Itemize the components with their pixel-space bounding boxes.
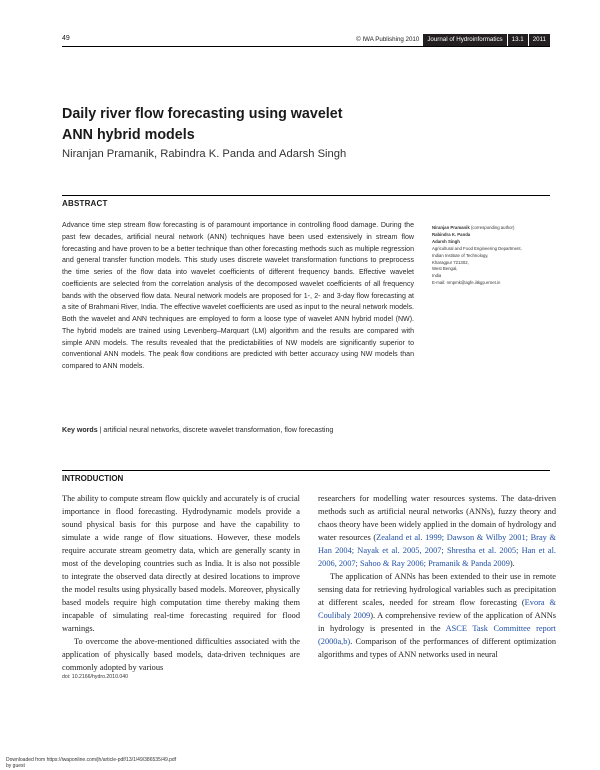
citation-link[interactable]: ASCE Task Committee report (2000a,b) [318,624,556,646]
affil-author-1: Niranjan Pramanik (corresponding author) [432,225,515,230]
affil-dept: Agricultural and Food Engineering Department, [432,245,522,251]
intro-paragraph-4: The application of ANNs has been extended to their use in remote sensing data for retrieving hydrological variables such as precipitation at different scales, needed for stream flow forecasting (Evora & Coulibaly 2009). A comprehensive review of the application of ANNs in hydrology is presented in the ASCE Task Committee report (2000a,b). Comparison of the performances of different optimization algorithms and types of ANN networks used in neural [318,572,557,659]
keywords-list: artificial neural networks, discrete wavelet transformation, flow forecasting [103,427,334,434]
keywords [62,427,414,434]
intro-paragraph-3: researchers for modelling water resources systems. The data-driven methods such as artificial neural networks (ANNs), fuzzy theory and chaos theory have been widely applied in the domain of hydrology and water resources (Zealand et al. 1999; Dawson & Wilby 2001; Bray & Han 2004; Nayak et al. 2005, 2007; Shrestha et al. 2005; Han et al. 2006, 2007; Sahoo & Ray 2006; Pramanik & Panda 2009). [318,494,556,568]
keywords-separator: | [99,427,104,434]
journal-info [356,34,550,46]
volume-issue: 13.1 [508,34,528,46]
year: 2011 [529,34,550,46]
intro-paragraph-2: To overcome the above-mentioned difficulties associated with the application of physically based models, data-driven techniques are commonly adopted by various [62,637,300,672]
affil-city: Kharagpur 721302, [432,259,469,265]
intro-left-column [62,492,300,674]
intro-heading: INTRODUCTION [62,474,124,483]
download-footer [6,757,176,769]
footer-guest: by guest [6,763,25,769]
author-affiliation [432,225,557,287]
affil-author-3: Adarsh Singh [432,238,460,244]
abstract-text: Advance time step stream flow forecasting is of paramount importance in controlling flood damage. During the past few decades, artificial neural network (ANN) techniques have been used extensively in stream flow forecasting and have proven to be a better technique than other forecasting methods such as multiple regression and general transfer function models. This study uses discrete wavelet transformation functions to preprocess the time series of the flow data into wavelet coefficients of different frequency bands. Effective wavelet coefficients are selected from the correlation analysis of the decomposed wavelet coefficients of all frequency bands with the observed flow data. Neural network models are proposed for 1-, 2- and 3-day flow forecasting at a site of Brahmani River, India. The effective wavelet coefficients are used as input to the neural network models. Both the wavelet and ANN techniques are employed to form a loose type of wavelet ANN hybrid model (NW). The hybrid models are trained using Levenberg–Marquart (LM) algorithm and the results are compared with simple ANN models. The results revealed that the predictabilities of NW models are significantly superior to conventional ANN models. The peak flow conditions are predicted with better accuracy using NW models than compared to ANN models. [62,222,414,370]
journal-name: Journal of Hydroinformatics [423,34,506,46]
header-rule [62,46,550,47]
title-line-1: Daily river flow forecasting using wavelet [62,106,343,122]
article-title [62,104,402,146]
citation-links[interactable]: Zealand et al. 1999; Dawson & Wilby 2001; Bray & Han 2004; Nayak et al. 2005, 2007; Shrestha et al. 2005; Han et al. 2006, 2007; Sahoo & Ray 2006; Pramanik & Panda 2009 [318,533,556,568]
author-list: Niranjan Pramanik, Rabindra K. Panda and Adarsh Singh [62,148,347,160]
affil-author-2: Rabindra K. Panda [432,231,471,237]
keywords-label: Key words [62,427,98,434]
footer-download-link[interactable]: Downloaded from https://iwaponline.com/jh/article-pdf/13/1/49/386535/49.pdf [6,757,177,763]
affil-institute: Indian Institute of Technology, [432,252,489,258]
running-header [62,34,550,46]
publisher: © IWA Publishing 2010 [356,36,420,43]
intro-right-column [318,492,556,661]
page-number: 49 [62,35,70,42]
intro-rule [62,470,550,471]
affil-country: India [432,273,442,279]
intro-paragraph-1: The ability to compute stream flow quickly and accurately is of crucial importance in flood forecasting. Hydrodynamic models provide a sound physical basis for this purpose and have the capability to simulate a wide range of flow situations. However, these models require accurate stream geometry data, which are generally scanty in most of the developing countries such as India. It is also not possible to integrate the observed data directly at desired locations to improve the model results using physically based models. Moreover, physically based models require high computation time thereby making them incapable of simulating real-time forecasting required for flood warnings. [62,494,300,633]
affil-email[interactable]: E-mail: nrnpmk@agfe.iitkgp.ernet.in [432,280,501,286]
abstract-rule [62,195,550,196]
title-line-2: ANN hybrid models [62,127,195,143]
citation-link[interactable]: Evora & Coulibaly 2009 [318,598,557,620]
doi[interactable]: doi: 10.2166/hydro.2010.040 [62,674,129,680]
abstract-heading: ABSTRACT [62,199,108,208]
affil-state: West Bengal, [432,266,458,272]
